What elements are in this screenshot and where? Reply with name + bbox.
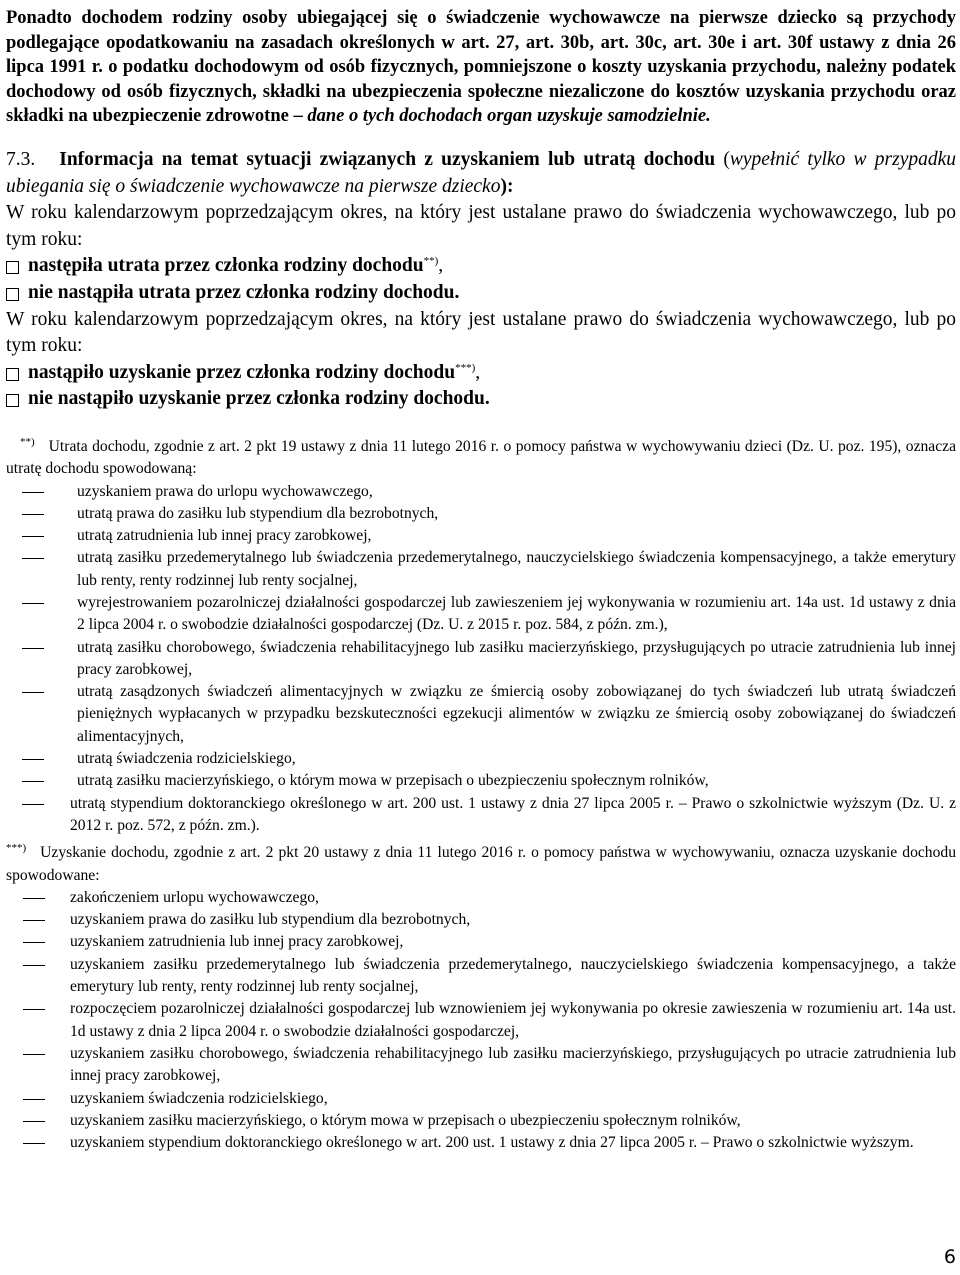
footnotes	[6, 431, 956, 1155]
section-note: wypełnić tylko w przypadku ubiegania się o świadczenie wychowawcze na pierwsze dziecko	[6, 148, 957, 197]
section-number: 7.3.	[6, 148, 36, 170]
list-item: uzyskaniem zasiłku chorobowego, świadczenia rehabilitacyjnego lub zasiłku macierzyńskiego, przysługujących po utracie zatrudnienia lub innej pracy zarobkowej,	[6, 1043, 956, 1088]
intro-paragraph: Ponadto dochodem rodziny osoby ubiegającej się o świadczenie wychowawcze na pierwsze dziecko są przychody podlegające opodatkowaniu na zasadach określonych w art. 27, art. 30b, art. 30c, art. 30e i art. 30f ustawy z dnia 26 lipca 1991 r. o podatku dochodowym od osób fizycznych, pomniejszone o koszty uzyskania przychodu, należny podatek dochodowy od osób fizycznych, składki na ubezpieczenia społeczne niezaliczone do kosztów uzyskania przychodu oraz składki na ubezpieczenie zdrowotne – dane o tych dochodach organ uzyskuje samodzielnie.	[6, 8, 956, 127]
list-item: uzyskaniem zatrudnienia lub innej pracy zarobkowej,	[6, 931, 956, 953]
list-item: utratą stypendium doktoranckiego określonego w art. 200 ust. 1 ustawy z dnia 27 lipca 2005 r. – Prawo o szkolnictwie wyższym (Dz. U. z 2012 r. poz. 572, z późn. zm.).	[6, 793, 956, 838]
checkbox-gain-occurred[interactable]	[6, 368, 19, 381]
checkbox-loss-not-occurred[interactable]	[6, 288, 19, 301]
question-income-gain: W roku kalendarzowym poprzedzającym okres, na który jest ustalane prawo do świadczenia wychowawczego, lub po tym roku:	[6, 308, 956, 357]
section-heading: 7.3. Informacja na temat sytuacji związanych z uzyskaniem lub utratą dochodu (wypełnić tylko w przypadku ubiegania się o świadczenie wychowawcze na pierwsze dziecko):	[6, 148, 957, 197]
document-page	[6, 6, 956, 1154]
list-item: uzyskaniem zasiłku macierzyńskiego, o którym mowa w przepisach o ubezpieczeniu społecznym rolników,	[6, 1110, 956, 1132]
footnote-gain: ***) Uzyskanie dochodu, zgodnie z art. 2 pkt 20 ustawy z dnia 11 lutego 2016 r. o pomocy państwa w wychowywaniu, oznacza uzyskanie dochodu spowodowane:	[6, 842, 956, 884]
intro-italic: dane o tych dochodach organ uzyskuje samodzielnie.	[307, 106, 711, 127]
question-income-loss: W roku kalendarzowym poprzedzającym okres, na który jest ustalane prawo do świadczenia wychowawczego, lub po tym roku:	[6, 202, 956, 250]
checkbox-gain-not-occurred[interactable]	[6, 394, 19, 407]
list-item: utratą zasiłku macierzyńskiego, o którym mowa w przepisach o ubezpieczeniu społecznym rolników,	[6, 770, 956, 792]
list-item: utratą zasądzonych świadczeń alimentacyjnych w związku ze śmiercią osoby zobowiązanej do tych świadczeń lub utratą świadczeń pieniężnych wypłacanych w przypadku bezskuteczności egzekucji alimentów w związku ze śmiercią osoby zobowiązanej do świadczeń alimentacyjnych,	[6, 681, 956, 748]
list-item: utratą świadczenia rodzicielskiego,	[6, 748, 956, 770]
list-item: uzyskaniem stypendium doktoranckiego określonego w art. 200 ust. 1 ustawy z dnia 27 lipca 2005 r. – Prawo o szkolnictwie wyższym.	[6, 1132, 956, 1154]
footnote-loss: **) Utrata dochodu, zgodnie z art. 2 pkt 19 ustawy z dnia 11 lutego 2016 r. o pomocy państwa w wychowywaniu dzieci (Dz. U. poz. 195), oznacza utratę dochodu spowodowaną:	[6, 435, 956, 478]
loss-list	[6, 481, 956, 838]
list-item: utratą zasiłku przedemerytalnego lub świadczenia przedemerytalnego, nauczycielskiego świadczenia kompensacyjnego, a także emerytury lub renty, renty rodzinnej lub renty socjalnej,	[6, 547, 956, 592]
list-item: uzyskaniem świadczenia rodzicielskiego,	[6, 1088, 956, 1110]
list-item: utratą zatrudnienia lub innej pracy zarobkowej,	[6, 525, 956, 547]
list-item: rozpoczęciem pozarolniczej działalności gospodarczej lub wznowieniem jej wykonywania po okresie zawieszenia w rozumieniu art. 14a ust. 1d ustawy z dnia 2 lipca 2004 r. o swobodzie działalności gospodarczej,	[6, 998, 956, 1043]
list-item: uzyskaniem zasiłku przedemerytalnego lub świadczenia przedemerytalnego, nauczycielskiego świadczenia kompensacyjnego, a także emerytury lub renty, renty rodzinnej lub renty socjalnej,	[6, 954, 956, 999]
option-gain-not-occurred[interactable]: nie nastąpiło uzyskanie przez członka rodziny dochodu.	[6, 386, 956, 413]
list-item: uzyskaniem prawa do urlopu wychowawczego,	[6, 481, 956, 503]
gain-list	[6, 887, 956, 1155]
list-item: utratą prawa do zasiłku lub stypendium dla bezrobotnych,	[6, 503, 956, 525]
section-title: Informacja na temat sytuacji związanych z uzyskaniem lub utratą dochodu	[59, 148, 716, 170]
list-item: utratą zasiłku chorobowego, świadczenia rehabilitacyjnego lub zasiłku macierzyńskiego, przysługujących po utracie zatrudnienia lub innej pracy zarobkowej,	[6, 637, 956, 682]
checkbox-loss-occurred[interactable]	[6, 261, 19, 274]
footnote-symbol: ***)	[6, 842, 27, 855]
footnote-symbol: **)	[20, 435, 35, 448]
list-item: zakończeniem urlopu wychowawczego,	[6, 887, 956, 909]
list-item: uzyskaniem prawa do zasiłku lub stypendium dla bezrobotnych,	[6, 909, 956, 931]
section-7-3	[6, 147, 956, 413]
option-gain-occurred[interactable]: nastąpiło uzyskanie przez członka rodziny dochodu***),	[6, 360, 956, 387]
option-loss-occurred[interactable]: następiła utrata przez członka rodziny dochodu**),	[6, 253, 956, 280]
option-loss-not-occurred[interactable]: nie nastąpiła utrata przez członka rodziny dochodu.	[6, 280, 956, 307]
list-item: wyrejestrowaniem pozarolniczej działalności gospodarczej lub zawieszeniem jej wykonywania w rozumieniu art. 14a ust. 1d ustawy z dnia 2 lipca 2004 r. o swobodzie działalności gospodarczej (Dz. U. z 2015 r. poz. 584, z późn. zm.),	[6, 592, 956, 637]
page-number: 6	[943, 1246, 956, 1268]
